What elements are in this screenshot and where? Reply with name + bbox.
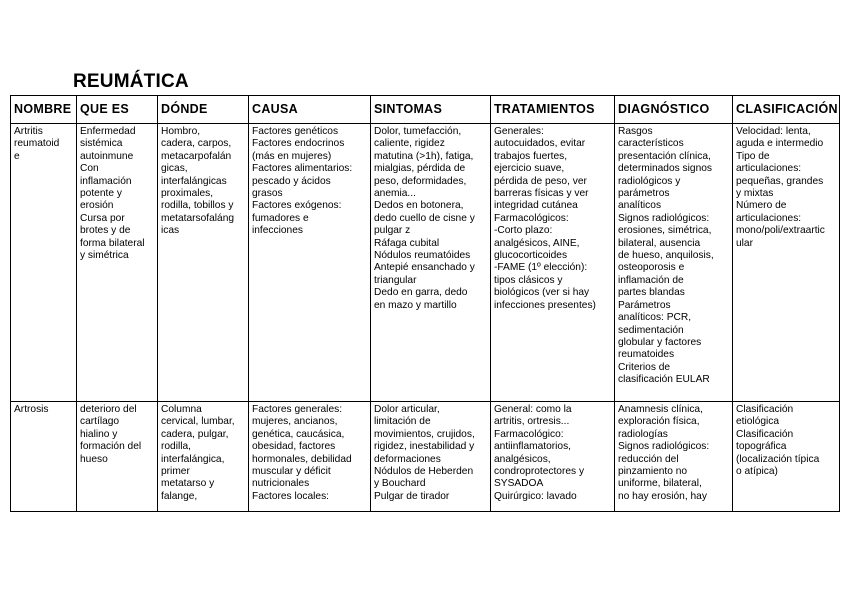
cell-line: interfalángicas — [161, 175, 227, 187]
header-tratamientos: TRATAMIENTOS — [491, 96, 615, 124]
cell-line: triangular — [374, 274, 417, 286]
cell-line: presentación clínica, — [618, 150, 711, 162]
cell-line: articulaciones: — [736, 163, 802, 175]
cell-line: Signos radiológicos: — [618, 441, 710, 453]
cell-line: Rasgos — [618, 126, 653, 137]
page-title: REUMÁTICA — [73, 71, 189, 92]
cell-line: icas — [161, 225, 180, 237]
cell-line: Parámetros — [618, 299, 671, 311]
cell-line: hialino y — [80, 428, 118, 440]
cell-line: integridad cutánea — [494, 200, 578, 212]
cell-line: brotes y de — [80, 225, 131, 237]
cell-line: limitación de — [374, 416, 431, 428]
cell-line: Cursa por — [80, 212, 125, 224]
header-donde: DÓNDE — [158, 96, 249, 124]
cell-line: sedimentación — [618, 324, 684, 336]
cell-line: Hombro, — [161, 126, 201, 137]
cell-line: nutricionales — [252, 478, 310, 490]
cell-line: mujeres, ancianos, — [252, 416, 338, 428]
cell-line: hormonales, debilidad — [252, 453, 352, 465]
cell-line: reumatoid — [14, 138, 60, 150]
cell-line: Factores generales: — [252, 404, 343, 415]
cell-line: exploración física, — [618, 416, 700, 428]
cell-line: antiinflamatorios, — [494, 441, 572, 453]
header-row — [11, 96, 840, 124]
cell-line: tipos clásicos y — [494, 274, 563, 286]
cell-line: Farmacológico: — [494, 428, 564, 440]
cell-line: Criterios de — [618, 361, 671, 373]
cell-line: potente y — [80, 188, 122, 200]
cell-line: e — [14, 150, 20, 162]
cell-sintomas — [371, 402, 491, 512]
header-diagnostico: DIAGNÓSTICO — [615, 96, 733, 124]
cell-line: Factores genéticos — [252, 126, 339, 137]
cell-line: Artrosis — [14, 404, 49, 415]
cell-line: cadera, pulgar, — [161, 428, 229, 440]
cell-line: Factores locales: — [252, 490, 330, 502]
cell-line: pulgar z — [374, 225, 411, 237]
cell-line: articulaciones: — [736, 212, 802, 224]
cell-line: reumatoides — [618, 349, 675, 361]
cell-line: metatarso y — [161, 478, 215, 490]
cell-que-es — [77, 402, 158, 512]
cell-line: ejercicio suave, — [494, 163, 565, 175]
cell-line: erosión — [80, 200, 114, 212]
cell-line: Signos radiológicos: — [618, 212, 710, 224]
cell-line: analíticos: PCR, — [618, 312, 692, 324]
cell-que-es — [77, 124, 158, 402]
cell-line: (más en mujeres) — [252, 150, 332, 162]
cell-line: Dedo en garra, dedo — [374, 287, 468, 299]
cell-line: analíticos — [618, 200, 662, 212]
cell-line: barreras físicas y ver — [494, 188, 589, 200]
cell-line: forma bilateral — [80, 237, 145, 249]
header-sintomas: SINTOMAS — [371, 96, 491, 124]
cell-line: biológicos (ver si hay — [494, 287, 590, 299]
cell-line: erosiones, simétrica, — [618, 225, 712, 237]
cell-line: deterioro del — [80, 404, 137, 415]
cell-line: artritis, ortresis... — [494, 416, 570, 428]
cell-line: pérdida de peso, ver — [494, 175, 587, 187]
cell-clasificacion — [733, 124, 840, 402]
cell-line: infecciones presentes) — [494, 299, 596, 311]
cell-line: metatarsofaláng — [161, 212, 235, 224]
cell-line: y simétrica — [80, 250, 129, 262]
header-que-es: QUE ES — [77, 96, 158, 124]
cell-line: Anamnesis clínica, — [618, 404, 703, 415]
cell-line: osteoporosis e — [618, 262, 685, 274]
cell-causa — [249, 124, 371, 402]
cell-line: en mazo y martillo — [374, 299, 457, 311]
cell-line: Nódulos de Heberden — [374, 466, 474, 478]
cell-line: SYSADOA — [494, 478, 544, 490]
cell-line: radiológicos y — [618, 175, 681, 187]
cell-line: matutina (>1h), fatiga, — [374, 150, 474, 162]
cell-line: hueso — [80, 453, 108, 465]
cell-nombre — [11, 402, 77, 512]
cell-line: Clasificación — [736, 404, 794, 415]
cell-line: gicas, — [161, 163, 188, 175]
cell-line: bilateral, ausencia — [618, 237, 701, 249]
cell-line: no hay erosión, hay — [618, 490, 707, 502]
cell-line: inflamación — [80, 175, 132, 187]
header-nombre: NOMBRE — [11, 96, 77, 124]
cell-clasificacion — [733, 402, 840, 512]
cell-line: pinzamiento no — [618, 466, 688, 478]
cell-line: de hueso, anquilosis, — [618, 250, 714, 262]
cell-line: dedo cuello de cisne y — [374, 212, 475, 224]
cell-line: Enfermedad — [80, 126, 136, 137]
cell-sintomas — [371, 124, 491, 402]
cell-line: deformaciones — [374, 453, 441, 465]
cell-donde — [158, 402, 249, 512]
cell-line: anemia... — [374, 188, 416, 200]
cell-line: ular — [736, 237, 753, 249]
cell-line: partes blandas — [618, 287, 685, 299]
cell-line: glucocorticoides — [494, 250, 568, 262]
cell-line: movimientos, crujidos, — [374, 428, 475, 440]
cell-line: Quirúrgico: lavado — [494, 490, 577, 502]
cell-nombre — [11, 124, 77, 402]
cell-line: Columna — [161, 404, 202, 415]
cell-line: rodilla, — [161, 441, 192, 453]
cell-line: Con — [80, 163, 99, 175]
cell-line: pescado y ácidos — [252, 175, 331, 187]
cell-line: sistémica — [80, 138, 123, 150]
cell-line: General: como la — [494, 404, 572, 415]
cell-line: Número de — [736, 200, 787, 212]
cell-line: uniforme, bilateral, — [618, 478, 702, 490]
cell-line: analgésicos, AINE, — [494, 237, 580, 249]
header-clasificacion: CLASIFICACIÓN — [733, 96, 840, 124]
cell-line: peso, deformidades, — [374, 175, 467, 187]
cell-line: parámetros — [618, 188, 670, 200]
cell-line: determinados signos — [618, 163, 713, 175]
cell-line: inflamación de — [618, 274, 684, 286]
cell-line: obesidad, factores — [252, 441, 336, 453]
cell-line: Clasificación — [736, 428, 794, 440]
cell-diagnostico — [615, 402, 733, 512]
cell-line: y mixtas — [736, 188, 774, 200]
cell-line: genética, caucásica, — [252, 428, 345, 440]
cell-line: Farmacológicos: — [494, 212, 569, 224]
cell-line: Dedos en botonera, — [374, 200, 464, 212]
cell-line: interfalángica, — [161, 453, 225, 465]
cell-line: -Corto plazo: — [494, 225, 553, 237]
cell-line: falange, — [161, 490, 198, 502]
cell-line: Factores endocrinos — [252, 138, 345, 150]
cell-line: Velocidad: lenta, — [736, 126, 811, 137]
cell-line: reducción del — [618, 453, 679, 465]
cell-line: trabajos fuertes, — [494, 150, 568, 162]
cell-line: topográfica — [736, 441, 787, 453]
cell-causa — [249, 402, 371, 512]
cell-tratamientos — [491, 402, 615, 512]
cell-line: condroprotectores y — [494, 466, 585, 478]
cell-line: Ráfaga cubital — [374, 237, 440, 249]
cell-line: Generales: — [494, 126, 544, 137]
cell-line: mialgias, pérdida de — [374, 163, 466, 175]
table-row — [11, 124, 840, 402]
cell-line: proximales, — [161, 188, 214, 200]
cell-line: pequeñas, grandes — [736, 175, 824, 187]
cell-line: Nódulos reumatóides — [374, 250, 471, 262]
reumatica-table — [10, 95, 840, 512]
cell-line: muscular y déficit — [252, 466, 331, 478]
cell-diagnostico — [615, 124, 733, 402]
cell-line: clasificación EULAR — [618, 374, 710, 386]
cell-line: Pulgar de tirador — [374, 490, 450, 502]
cell-line: formación del — [80, 441, 142, 453]
cell-line: -FAME (1º elección): — [494, 262, 588, 274]
cell-line: rodilla, tobillos y — [161, 200, 234, 212]
cell-line: infecciones — [252, 225, 303, 237]
cell-line: autoinmune — [80, 150, 134, 162]
cell-line: Dolor, tumefacción, — [374, 126, 462, 137]
cell-line: mono/poli/extraartic — [736, 225, 825, 237]
table-row — [11, 402, 840, 512]
cell-line: fumadores e — [252, 212, 309, 224]
cell-line: característicos — [618, 138, 684, 150]
cell-line: cervical, lumbar, — [161, 416, 235, 428]
cell-line: Tipo de — [736, 150, 770, 162]
cell-line: o atípica) — [736, 466, 778, 478]
cell-line: metacarpofalán — [161, 150, 232, 162]
cell-line: grasos — [252, 188, 283, 200]
cell-line: Dolor articular, — [374, 404, 440, 415]
cell-line: (localización típica — [736, 453, 820, 465]
cell-line: analgésicos, — [494, 453, 551, 465]
cell-tratamientos — [491, 124, 615, 402]
cell-line: Artritis — [14, 126, 43, 137]
cell-line: rigidez, inestabilidad y — [374, 441, 475, 453]
cell-line: Factores exógenos: — [252, 200, 342, 212]
cell-line: Factores alimentarios: — [252, 163, 353, 175]
cell-line: globular y factores — [618, 336, 702, 348]
cell-line: radiologías — [618, 428, 668, 440]
cell-line: Antepié ensanchado y — [374, 262, 475, 274]
cell-line: etiológica — [736, 416, 780, 428]
cell-line: cadera, carpos, — [161, 138, 232, 150]
cell-line: y Bouchard — [374, 478, 426, 490]
cell-line: aguda e intermedio — [736, 138, 824, 150]
cell-line: autocuidados, evitar — [494, 138, 586, 150]
cell-line: primer — [161, 466, 190, 478]
cell-line: caliente, rigidez — [374, 138, 445, 150]
cell-line: cartílago — [80, 416, 120, 428]
cell-donde — [158, 124, 249, 402]
header-causa: CAUSA — [249, 96, 371, 124]
